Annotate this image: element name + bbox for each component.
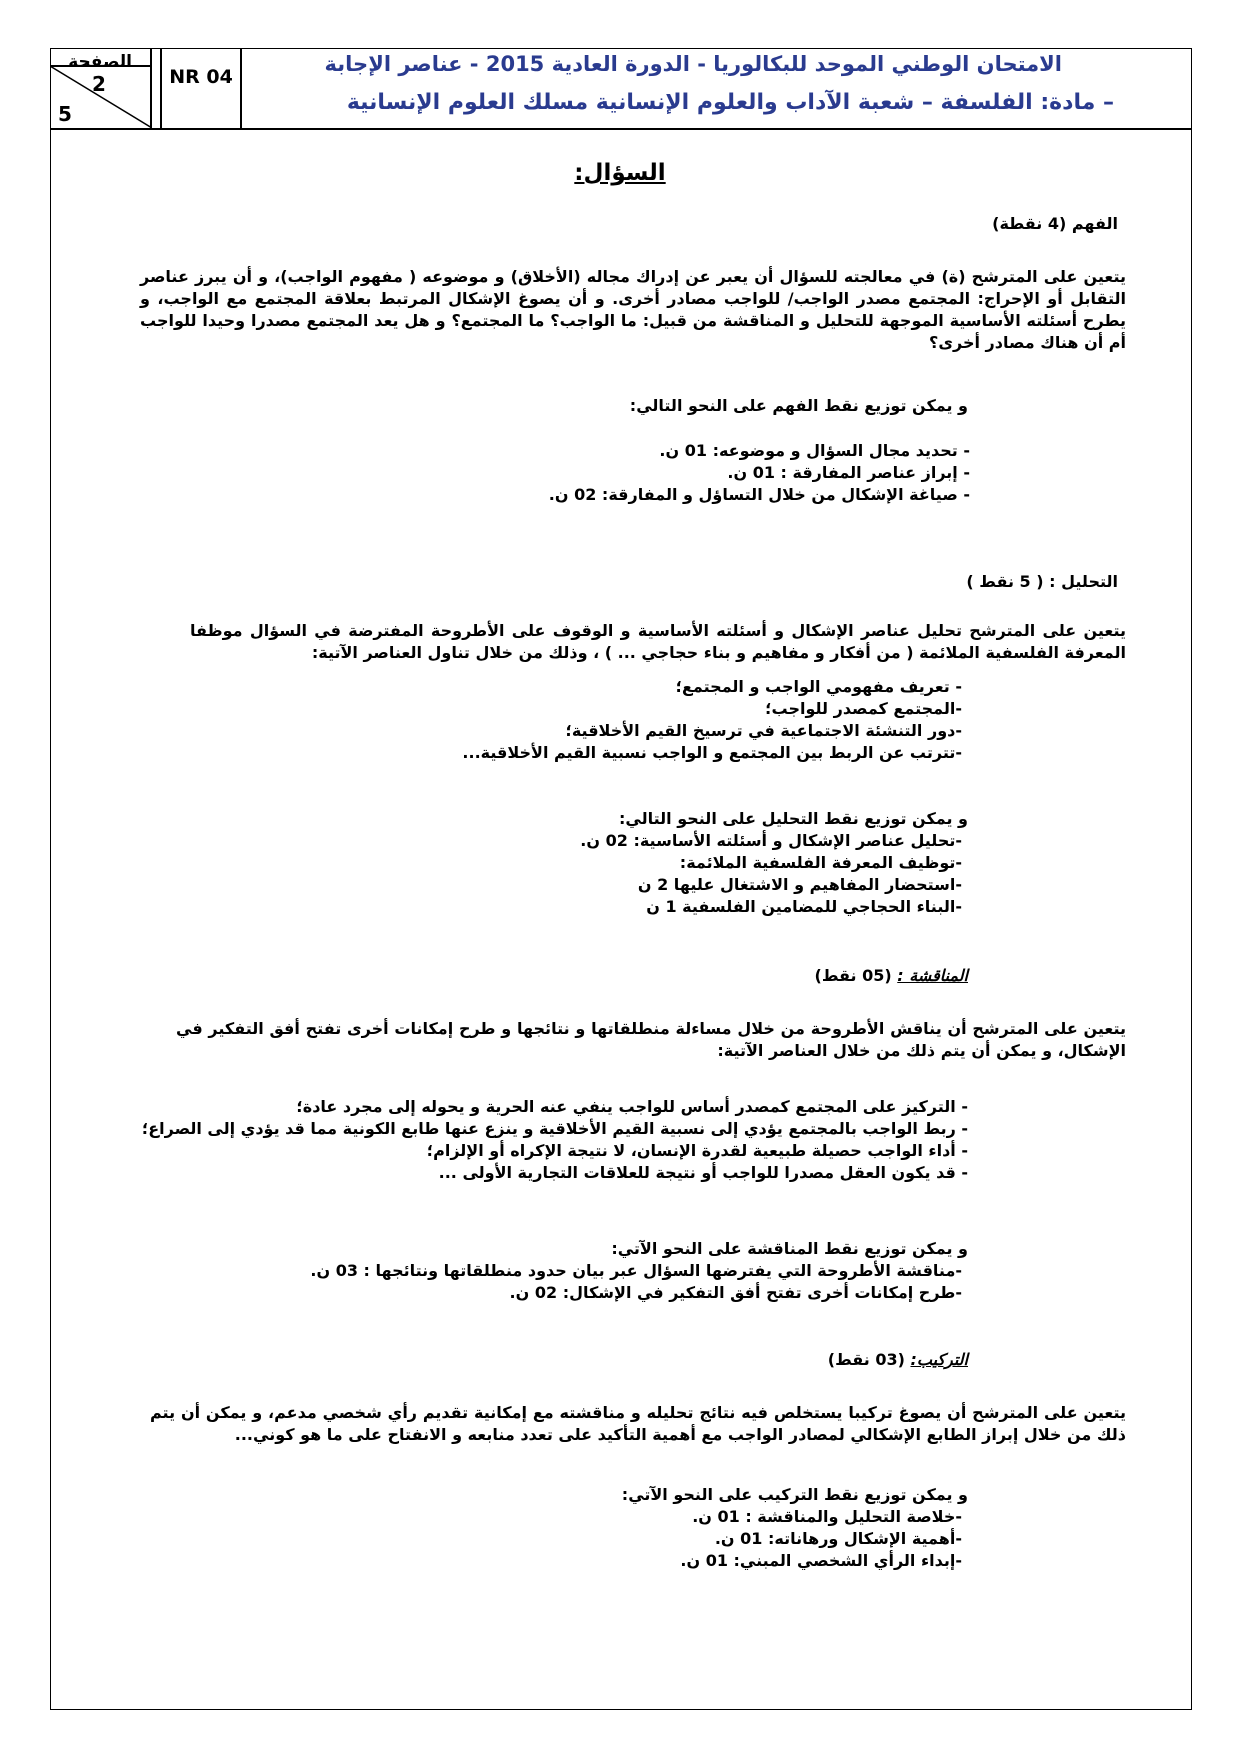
list-item: -إبداء الرأي الشخصي المبني: 01 ن. xyxy=(680,1551,962,1570)
list-item: - أداء الواجب حصيلة طبيعية لقدرة الإنسان، لا نتيجة الإكراه أو الإلزام؛ xyxy=(426,1141,968,1160)
page-number-box xyxy=(50,48,152,128)
discussion-elements-list xyxy=(142,1096,968,1184)
exam-code-box xyxy=(160,48,240,128)
synthesis-heading-label: التركيب: xyxy=(910,1350,968,1369)
discussion-distribution-intro: و يمكن توزيع نقط المناقشة على النحو الآتي: xyxy=(611,1239,968,1258)
exam-title-line2: – مادة: الفلسفة – شعبة الآداب والعلوم الإنسانية مسلك العلوم الإنسانية xyxy=(346,90,1114,115)
list-item: - ربط الواجب بالمجتمع يؤدي إلى نسبية القيم الأخلاقية و ينزع عنها طابع الكونية مما قد يؤدي إلى الصراع؛ xyxy=(141,1119,968,1138)
page-current: 2 xyxy=(92,72,106,96)
list-item: -البناء الحجاجي للمضامين الفلسفية 1 ن xyxy=(646,897,962,916)
discussion-paragraph: يتعين على المترشح أن يناقش الأطروحة من خلال مساءلة منطلقاتها و نتائجها و طرح إمكانات أخرى تفتح أفق التفكير في الإشكال، و يمكن أن يتم ذلك من خلال العناصر الآتية: xyxy=(176,1019,1126,1060)
analysis-paragraph: يتعين على المترشح تحليل عناصر الإشكال و أسئلته الأساسية و الوقوف على الأطروحة المفترضة في السؤال موظفا المعرفة الفلسفية الملائمة ( من أفكار و مفاهيم و بناء حجاجي ... ) ، وذلك من خلال تناول العناصر الآتية: xyxy=(190,621,1126,662)
exam-title-line1: الامتحان الوطني الموحد للبكالوريا - الدورة العادية 2015 - عناصر الإجابة xyxy=(324,52,1062,76)
discussion-points-list xyxy=(310,1238,968,1304)
synthesis-points-list xyxy=(622,1484,968,1572)
discussion-heading xyxy=(815,966,968,985)
list-item: -استحضار المفاهيم و الاشتغال عليها 2 ن xyxy=(637,875,962,894)
list-item: -طرح إمكانات أخرى تفتح أفق التفكير في الإشكال: 02 ن. xyxy=(509,1283,962,1302)
analysis-heading: التحليل : ( 5 نقط ) xyxy=(966,572,1118,591)
discussion-heading-label: المناقشة : xyxy=(897,966,968,985)
list-item: -توظيف المعرفة الفلسفية الملائمة: xyxy=(679,853,962,872)
comprehension-points-list xyxy=(549,440,1110,506)
comprehension-distribution-intro: و يمكن توزيع نقط الفهم على النحو التالي: xyxy=(629,396,968,415)
list-item: - إبراز عناصر المفارقة : 01 ن. xyxy=(727,463,970,482)
analysis-points-list xyxy=(580,808,968,918)
list-item: -مناقشة الأطروحة التي يفترضها السؤال عبر بيان حدود منطلقاتها ونتائجها : 03 ن. xyxy=(310,1261,962,1280)
exam-code: NR 04 xyxy=(169,66,233,88)
list-item: -دور التنشئة الاجتماعية في ترسيخ القيم الأخلاقية؛ xyxy=(565,721,962,740)
page-total: 5 xyxy=(58,102,72,126)
list-item: - قد يكون العقل مصدرا للواجب أو نتيجة للعلاقات التجارية الأولى ... xyxy=(438,1163,968,1182)
question-title: السؤال: xyxy=(574,160,666,186)
exam-header xyxy=(50,48,1192,128)
comprehension-heading: الفهم (4 نقطة) xyxy=(992,214,1118,233)
list-item: - صياغة الإشكال من خلال التساؤل و المفارقة: 02 ن. xyxy=(548,485,970,504)
list-item: -أهمية الإشكال ورهاناته: 01 ن. xyxy=(714,1529,962,1548)
discussion-heading-points: (05 نقط) xyxy=(814,966,892,985)
synthesis-distribution-intro: و يمكن توزيع نقط التركيب على النحو الآتي: xyxy=(621,1485,968,1504)
list-item: -خلاصة التحليل والمناقشة : 01 ن. xyxy=(692,1507,962,1526)
analysis-elements-list xyxy=(462,676,962,764)
list-item: - التركيز على المجتمع كمصدر أساس للواجب ينفي عنه الحرية و يحوله إلى مجرد عادة؛ xyxy=(296,1097,968,1116)
comprehension-paragraph: يتعين على المترشح (ة) في معالجته للسؤال أن يعبر عن إدراك مجاله (الأخلاق) و موضوعه ( مفهوم الواجب)، و أن يبرز عناصر التقابل أو الإحراج: المجتمع مصدر الواجب/ للواجب مصادر أخرى. و أن يصوغ الإشكال المرتبط بعلاقة المجتمع مع الواجب، و يطرح أسئلته الأساسية الموجهة للتحليل و المناقشة من قبيل: ما الواجب؟ ما المجتمع؟ و هل يعد المجتمع مصدرا وحيدا للواجب أم أن هناك مصادر أخرى؟ xyxy=(140,267,1126,352)
list-item: - تحديد مجال السؤال و موضوعه: 01 ن. xyxy=(659,441,970,460)
list-item: - تعريف مفهومي الواجب و المجتمع؛ xyxy=(675,677,962,696)
synthesis-paragraph: يتعين على المترشح أن يصوغ تركيبا يستخلص فيه نتائج تحليله و مناقشته مع إمكانية تقديم رأي شخصي مدعم، و يمكن أن يتم ذلك من خلال إبراز الطابع الإشكالي لمصادر الواجب مع أهمية التأكيد على تعدد منابعه و الانفتاح على ما هو كوني... xyxy=(150,1403,1126,1444)
analysis-distribution-intro: و يمكن توزيع نقط التحليل على النحو التالي: xyxy=(619,809,968,828)
synthesis-heading xyxy=(828,1350,968,1369)
synthesis-heading-points: (03 نقط) xyxy=(827,1350,905,1369)
header-divider xyxy=(50,128,1192,130)
list-item: -تترتب عن الربط بين المجتمع و الواجب نسبية القيم الأخلاقية... xyxy=(462,743,962,762)
list-item: -المجتمع كمصدر للواجب؛ xyxy=(765,699,962,718)
page-label: الصفحة xyxy=(68,52,132,72)
title-box xyxy=(240,48,1192,128)
list-item: -تحليل عناصر الإشكال و أسئلته الأساسية: 02 ن. xyxy=(580,831,962,850)
